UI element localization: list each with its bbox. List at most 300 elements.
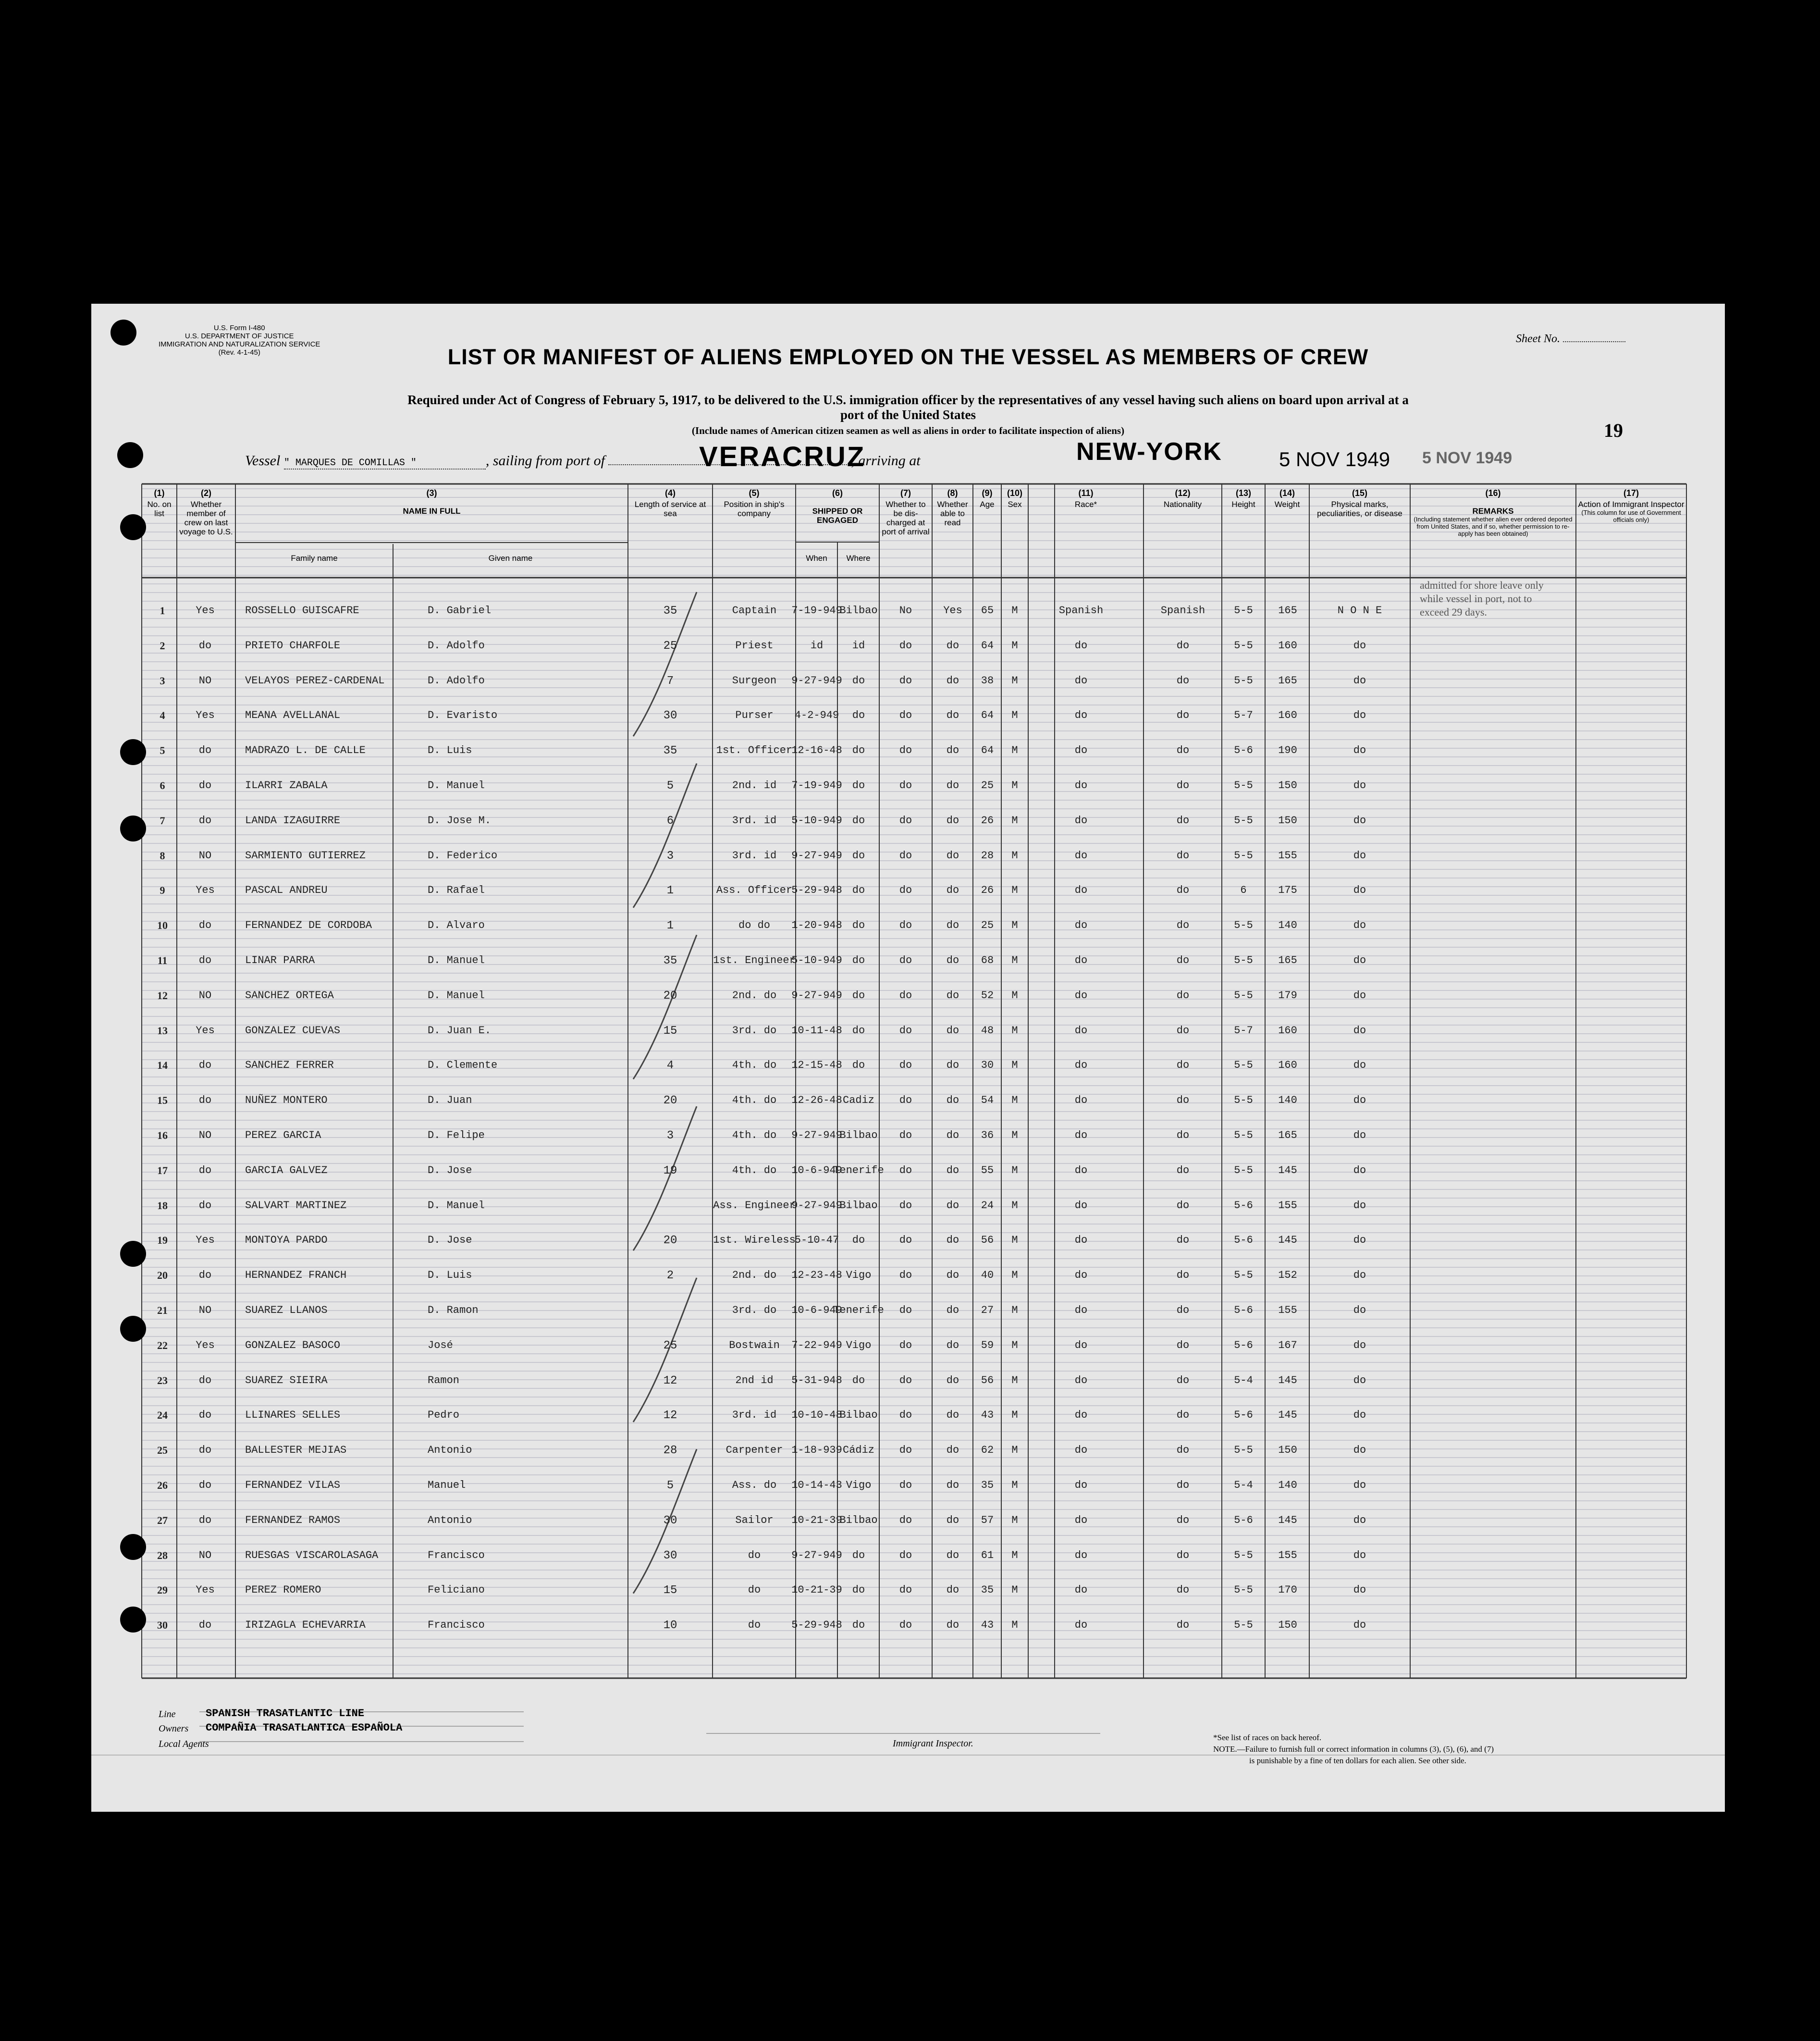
cell-shipped-where: Vigo — [846, 1339, 872, 1351]
cell-able-to-read: do — [946, 1584, 959, 1596]
column-number: (2) — [201, 488, 211, 498]
cell-shipped-when: 9-27-949 — [791, 674, 842, 687]
cell-shipped-when: 4-2-949 — [794, 709, 839, 722]
cell-no: 15 — [157, 1094, 168, 1107]
cell-discharged: do — [899, 884, 912, 897]
column-number: (4) — [665, 488, 676, 498]
cell-position: do — [748, 1584, 761, 1596]
cell-weight: 150 — [1278, 814, 1297, 827]
cell-discharged: do — [899, 1444, 912, 1457]
cell-position: do do — [738, 919, 771, 932]
cell-shipped-where: do — [852, 1374, 865, 1386]
cell-shipped-when: 9-27-949 — [791, 1549, 842, 1561]
cell-weight: 155 — [1278, 1199, 1297, 1212]
cell-length-of-service: 15 — [663, 1584, 677, 1597]
cell-race: do — [1074, 919, 1088, 932]
cell-last-voyage: do — [198, 1059, 212, 1072]
cell-nationality: do — [1176, 1374, 1190, 1386]
form-number: U.S. Form I-480 — [213, 324, 265, 332]
cell-race: do — [1074, 1584, 1088, 1596]
column-number: (8) — [947, 488, 958, 498]
column-label: Race* — [1074, 500, 1097, 509]
cell-age: 61 — [981, 1549, 994, 1561]
cell-sex: M — [1011, 1374, 1018, 1386]
cell-nationality: do — [1176, 1129, 1190, 1141]
cell-race: do — [1074, 1094, 1088, 1107]
cell-last-voyage: do — [198, 814, 212, 827]
cell-sex: M — [1011, 1129, 1018, 1141]
cell-able-to-read: do — [946, 744, 959, 757]
cell-age: 64 — [981, 639, 994, 652]
cell-position: 2nd. do — [732, 989, 777, 1002]
cell-last-voyage: NO — [198, 1129, 212, 1141]
cell-shipped-where: do — [852, 919, 865, 932]
cell-discharged: do — [899, 1619, 912, 1632]
cell-height: 5-5 — [1234, 1059, 1253, 1072]
cell-sex: M — [1011, 954, 1018, 966]
cell-discharged: do — [899, 1584, 912, 1596]
cell-race: do — [1074, 1549, 1088, 1561]
cell-able-to-read: do — [946, 709, 959, 722]
cell-position: 1st. Engineer — [713, 954, 796, 966]
cell-discharged: do — [899, 1059, 912, 1072]
cell-height: 5-5 — [1234, 1619, 1253, 1632]
column-number: (7) — [900, 488, 911, 498]
punch-hole — [120, 816, 146, 841]
cell-physical-marks: do — [1353, 639, 1366, 652]
cell-shipped-where: do — [852, 779, 865, 792]
cell-sex: M — [1011, 1234, 1018, 1247]
cell-length-of-service: 30 — [663, 1549, 677, 1562]
cell-position: 1st. Officer — [716, 744, 793, 757]
cell-position: 3rd. id — [732, 849, 777, 862]
cell-able-to-read: do — [946, 1269, 959, 1282]
column-header-3 — [237, 489, 626, 516]
cell-nationality: do — [1176, 1234, 1190, 1247]
punch-hole — [111, 320, 136, 346]
cell-last-voyage: NO — [198, 674, 212, 687]
cell-sex: M — [1011, 849, 1018, 862]
cell-weight: 150 — [1278, 1444, 1297, 1457]
cell-weight: 150 — [1278, 779, 1297, 792]
cell-length-of-service: 30 — [663, 709, 677, 723]
cell-nationality: do — [1176, 919, 1190, 932]
cell-height: 5-5 — [1234, 954, 1253, 966]
cell-weight: 155 — [1278, 1304, 1297, 1316]
cell-position: Priest — [735, 639, 774, 652]
cell-shipped-where: do — [852, 814, 865, 827]
cell-last-voyage: Yes — [196, 1584, 215, 1596]
cell-physical-marks: do — [1353, 1129, 1366, 1141]
cell-age: 36 — [981, 1129, 994, 1141]
local-agents-label: Local Agents — [159, 1739, 209, 1749]
cell-length-of-service: 35 — [663, 954, 677, 967]
cell-nationality: do — [1176, 779, 1190, 792]
cell-no: 4 — [160, 709, 165, 722]
cell-discharged: do — [899, 744, 912, 757]
column-number: (15) — [1352, 488, 1367, 498]
cell-shipped-when: 9-27-949 — [791, 1129, 842, 1141]
cell-family-name: GONZALEZ BASOCO — [245, 1339, 341, 1351]
arriving-label: , arriving at — [851, 453, 921, 469]
cell-able-to-read: do — [946, 954, 959, 966]
cell-length-of-service: 35 — [663, 744, 677, 758]
cell-weight: 175 — [1278, 884, 1297, 897]
cell-physical-marks: do — [1353, 849, 1366, 862]
cell-no: 24 — [157, 1409, 168, 1422]
cell-height: 5-5 — [1234, 779, 1253, 792]
cell-discharged: do — [899, 989, 912, 1002]
column-label: Position in ship's company — [724, 500, 785, 518]
cell-shipped-where: Bilbao — [839, 1409, 878, 1422]
column-header-9 — [975, 489, 999, 509]
cell-given-name: D. Alvaro — [428, 919, 485, 932]
cell-sex: M — [1011, 1024, 1018, 1037]
cell-shipped-when: 5-10-47 — [794, 1234, 839, 1247]
cell-sex: M — [1011, 1339, 1018, 1351]
cell-family-name: SUAREZ LLANOS — [245, 1304, 328, 1316]
cell-last-voyage: Yes — [196, 1234, 215, 1247]
cell-able-to-read: do — [946, 884, 959, 897]
cell-height: 5-5 — [1234, 639, 1253, 652]
cell-age: 25 — [981, 779, 994, 792]
cell-height: 5-6 — [1234, 1339, 1253, 1351]
cell-race: do — [1074, 1129, 1088, 1141]
cell-position: Captain — [732, 605, 777, 617]
cell-weight: 145 — [1278, 1374, 1297, 1386]
cell-given-name: D. Evaristo — [428, 709, 498, 722]
cell-shipped-when: 5-10-949 — [791, 954, 842, 966]
column-number: (9) — [982, 488, 993, 498]
cell-race: do — [1074, 1304, 1088, 1316]
cell-discharged: do — [899, 919, 912, 932]
cell-position: Ass. Engineer — [713, 1199, 796, 1212]
cell-discharged: do — [899, 1094, 912, 1107]
cell-age: 55 — [981, 1164, 994, 1176]
cell-sex: M — [1011, 1059, 1018, 1072]
cell-discharged: do — [899, 1234, 912, 1247]
cell-nationality: do — [1176, 849, 1190, 862]
cell-nationality: do — [1176, 1059, 1190, 1072]
cell-sex: M — [1011, 1199, 1018, 1212]
cell-given-name: D. Clemente — [428, 1059, 498, 1072]
cell-height: 5-5 — [1234, 1549, 1253, 1561]
cell-no: 5 — [160, 744, 165, 757]
cell-physical-marks: do — [1353, 1269, 1366, 1282]
cell-no: 18 — [157, 1199, 168, 1212]
cell-family-name: HERNANDEZ FRANCH — [245, 1269, 347, 1282]
column-label: SHIPPED OR ENGAGED — [812, 507, 863, 525]
cell-no: 6 — [160, 779, 165, 792]
cell-position: Bostwain — [729, 1339, 780, 1351]
cell-able-to-read: do — [946, 919, 959, 932]
cell-family-name: FERNANDEZ RAMOS — [245, 1514, 341, 1526]
cell-able-to-read: do — [946, 1514, 959, 1526]
cell-height: 5-5 — [1234, 1444, 1253, 1457]
cell-height: 5-5 — [1234, 849, 1253, 862]
cell-family-name: SANCHEZ ORTEGA — [245, 989, 334, 1002]
cell-position: 4th. do — [732, 1164, 777, 1176]
cell-nationality: do — [1176, 744, 1190, 757]
cell-physical-marks: do — [1353, 1024, 1366, 1037]
column-label: Height — [1231, 500, 1255, 509]
cell-discharged: do — [899, 1129, 912, 1141]
cell-given-name: José — [428, 1339, 453, 1351]
cell-race: do — [1074, 1444, 1088, 1457]
cell-family-name: MEANA AVELLANAL — [245, 709, 341, 722]
arrival-date: 5 NOV 1949 — [1279, 448, 1390, 470]
cell-race: do — [1074, 1409, 1088, 1422]
cell-physical-marks: do — [1353, 1444, 1366, 1457]
cell-last-voyage: do — [198, 1479, 212, 1491]
sheet-no-label: Sheet No. — [1516, 333, 1625, 346]
cell-weight: 145 — [1278, 1514, 1297, 1526]
sheet-number: 19 — [1604, 420, 1623, 441]
cell-family-name: LANDA IZAGUIRRE — [245, 814, 341, 827]
subheader-where: Where — [846, 554, 871, 563]
cell-given-name: D. Manuel — [428, 779, 485, 792]
cell-race: do — [1074, 1164, 1088, 1176]
cell-given-name: D. Juan E. — [428, 1024, 492, 1037]
cell-last-voyage: do — [198, 744, 212, 757]
cell-height: 5-5 — [1234, 1164, 1253, 1176]
cell-age: 56 — [981, 1234, 994, 1247]
cell-family-name: LINAR PARRA — [245, 954, 315, 966]
cell-nationality: do — [1176, 1094, 1190, 1107]
cell-given-name: D. Jose M. — [428, 814, 492, 827]
cell-sex: M — [1011, 814, 1018, 827]
cell-no: 7 — [160, 814, 165, 827]
column-number: (17) — [1623, 488, 1639, 498]
manifest-sheet — [91, 304, 1725, 1812]
cell-position: 4th. do — [732, 1129, 777, 1141]
cell-length-of-service: 19 — [663, 1164, 677, 1177]
cell-weight: 150 — [1278, 1619, 1297, 1632]
cell-age: 26 — [981, 814, 994, 827]
sailing-label: , sailing from port of — [485, 453, 605, 469]
cell-physical-marks: do — [1353, 1094, 1366, 1107]
column-header-2 — [179, 489, 234, 536]
cell-height: 5-5 — [1234, 1094, 1253, 1107]
cell-able-to-read: do — [946, 1129, 959, 1141]
cell-length-of-service: 4 — [666, 1059, 674, 1073]
cell-age: 64 — [981, 744, 994, 757]
cell-sex: M — [1011, 1549, 1018, 1561]
cell-length-of-service: 3 — [666, 849, 674, 863]
cell-sex: M — [1011, 884, 1018, 897]
cell-height: 5-5 — [1234, 605, 1253, 617]
cell-nationality: do — [1176, 1479, 1190, 1491]
cell-physical-marks: do — [1353, 1549, 1366, 1561]
cell-weight: 160 — [1278, 639, 1297, 652]
column-number: (6) — [832, 488, 843, 498]
cell-age: 26 — [981, 884, 994, 897]
column-number: (3) — [426, 488, 437, 498]
cell-length-of-service: 25 — [663, 639, 677, 653]
cell-sex: M — [1011, 1094, 1018, 1107]
cell-discharged: do — [899, 849, 912, 862]
cell-family-name: PRIETO CHARFOLE — [245, 639, 341, 652]
punch-hole — [120, 739, 146, 765]
cell-able-to-read: do — [946, 1059, 959, 1072]
cell-nationality: Spanish — [1160, 605, 1205, 617]
column-number: (1) — [154, 488, 165, 498]
cell-height: 6 — [1240, 884, 1247, 897]
cell-nationality: do — [1176, 1269, 1190, 1282]
cell-age: 40 — [981, 1269, 994, 1282]
cell-weight: 145 — [1278, 1409, 1297, 1422]
cell-physical-marks: do — [1353, 779, 1366, 792]
cell-no: 21 — [157, 1304, 168, 1316]
cell-sex: M — [1011, 639, 1018, 652]
cell-position: 3rd. do — [732, 1304, 777, 1316]
cell-shipped-where: do — [852, 1059, 865, 1072]
punch-hole — [120, 1316, 146, 1342]
cell-physical-marks: do — [1353, 1619, 1366, 1632]
service-name: IMMIGRATION AND NATURALIZATION SERVICE — [159, 340, 320, 348]
cell-weight: 140 — [1278, 1479, 1297, 1491]
cell-length-of-service: 10 — [663, 1619, 677, 1633]
column-header-5 — [714, 489, 794, 518]
cell-length-of-service: 1 — [666, 919, 674, 933]
column-header-6 — [798, 489, 877, 525]
cell-family-name: SANCHEZ FERRER — [245, 1059, 334, 1072]
cell-race: Spanish — [1058, 605, 1104, 617]
cell-given-name: D. Juan — [428, 1094, 472, 1107]
cell-weight: 165 — [1278, 605, 1297, 617]
port-of-arrival: NEW-YORK — [1076, 438, 1222, 466]
cell-shipped-where: do — [852, 1234, 865, 1247]
cell-no: 8 — [160, 849, 165, 862]
column-label: NAME IN FULL — [403, 507, 461, 516]
cell-shipped-where: Bilbao — [839, 1199, 878, 1212]
cell-able-to-read: do — [946, 1304, 959, 1316]
cell-shipped-where: do — [852, 1549, 865, 1561]
punch-hole — [120, 514, 146, 540]
cell-race: do — [1074, 884, 1088, 897]
cell-height: 5-5 — [1234, 989, 1253, 1002]
cell-race: do — [1074, 849, 1088, 862]
cell-given-name: Pedro — [428, 1409, 460, 1422]
cell-age: 43 — [981, 1409, 994, 1422]
column-number: (5) — [749, 488, 760, 498]
cell-discharged: do — [899, 709, 912, 722]
cell-position: 2nd. id — [732, 779, 777, 792]
cell-last-voyage: Yes — [196, 709, 215, 722]
column-label: Whether able to read — [937, 500, 968, 527]
column-header-7 — [881, 489, 930, 536]
cell-race: do — [1074, 674, 1088, 687]
cell-physical-marks: do — [1353, 1059, 1366, 1072]
cell-no: 3 — [160, 674, 165, 687]
cell-shipped-when: 5-10-949 — [791, 814, 842, 827]
cell-given-name: D. Manuel — [428, 989, 485, 1002]
cell-family-name: SALVART MARTINEZ — [245, 1199, 347, 1212]
cell-no: 19 — [157, 1234, 168, 1247]
cell-physical-marks: do — [1353, 919, 1366, 932]
cell-last-voyage: do — [198, 1269, 212, 1282]
cell-sex: M — [1011, 1409, 1018, 1422]
cell-height: 5-6 — [1234, 1409, 1253, 1422]
cell-nationality: do — [1176, 884, 1190, 897]
footnote-penalty-cont: is punishable by a fine of ten dollars for each alien. See other side. — [1249, 1756, 1466, 1765]
cell-physical-marks: do — [1353, 1164, 1366, 1176]
cell-family-name: SARMIENTO GUTIERREZ — [245, 849, 366, 862]
column-header-17 — [1578, 489, 1685, 523]
cell-family-name: VELAYOS PEREZ-CARDENAL — [245, 674, 385, 687]
cell-race: do — [1074, 989, 1088, 1002]
cell-position: 4th. do — [732, 1094, 777, 1107]
cell-given-name: Feliciano — [428, 1584, 485, 1596]
cell-discharged: do — [899, 639, 912, 652]
cell-family-name: GARCIA GALVEZ — [245, 1164, 328, 1176]
cell-shipped-where: Tenerife — [833, 1304, 884, 1316]
cell-race: do — [1074, 1059, 1088, 1072]
cell-shipped-where: do — [852, 884, 865, 897]
cell-sex: M — [1011, 1619, 1018, 1632]
remarks-note: (Including statement whether alien ever ordered deported from United States, and if so, whether permission to re-apply has been obtained) — [1414, 516, 1573, 537]
immigrant-inspector-label: Immigrant Inspector. — [893, 1738, 973, 1749]
column-header-8 — [934, 489, 971, 527]
cell-age: 68 — [981, 954, 994, 966]
cell-weight: 170 — [1278, 1584, 1297, 1596]
cell-weight: 179 — [1278, 989, 1297, 1002]
cell-nationality: do — [1176, 1164, 1190, 1176]
cell-sex: M — [1011, 989, 1018, 1002]
cell-age: 35 — [981, 1584, 994, 1596]
cell-race: do — [1074, 744, 1088, 757]
cell-sex: M — [1011, 674, 1018, 687]
cell-family-name: GONZALEZ CUEVAS — [245, 1024, 341, 1037]
cell-last-voyage: Yes — [196, 1024, 215, 1037]
cell-able-to-read: do — [946, 639, 959, 652]
cell-no: 10 — [157, 919, 168, 932]
cell-age: 48 — [981, 1024, 994, 1037]
cell-height: 5-6 — [1234, 1304, 1253, 1316]
vessel-name: " MARQUES DE COMILLAS " — [284, 458, 486, 470]
cell-age: 57 — [981, 1514, 994, 1526]
cell-shipped-where: Bilbao — [839, 1514, 878, 1526]
cell-given-name: D. Luis — [428, 1269, 472, 1282]
punch-hole — [120, 1241, 146, 1267]
cell-length-of-service: 12 — [663, 1409, 677, 1423]
cell-given-name: D. Manuel — [428, 954, 485, 966]
cell-position: 3rd. id — [732, 1409, 777, 1422]
footnote-races: *See list of races on back hereof. — [1213, 1733, 1322, 1742]
cell-sex: M — [1011, 1514, 1018, 1526]
cell-family-name: NUÑEZ MONTERO — [245, 1094, 328, 1107]
cell-weight: 145 — [1278, 1164, 1297, 1176]
cell-weight: 160 — [1278, 1059, 1297, 1072]
cell-given-name: D. Jose — [428, 1234, 472, 1247]
column-number: (10) — [1007, 488, 1022, 498]
cell-physical-marks: do — [1353, 1584, 1366, 1596]
cell-shipped-when: 5-31-948 — [791, 1374, 842, 1386]
cell-given-name: D. Manuel — [428, 1199, 485, 1212]
cell-position: 4th. do — [732, 1059, 777, 1072]
cell-shipped-where: do — [852, 989, 865, 1002]
cell-given-name: D. Adolfo — [428, 639, 485, 652]
cell-physical-marks: do — [1353, 1479, 1366, 1491]
action-note: (This column for use of Government officials only) — [1581, 509, 1681, 523]
cell-able-to-read: do — [946, 674, 959, 687]
cell-discharged: No — [899, 605, 912, 617]
cell-nationality: do — [1176, 1304, 1190, 1316]
cell-physical-marks: do — [1353, 1339, 1366, 1351]
cell-length-of-service: 12 — [663, 1374, 677, 1387]
cell-age: 35 — [981, 1479, 994, 1491]
cell-age: 28 — [981, 849, 994, 862]
